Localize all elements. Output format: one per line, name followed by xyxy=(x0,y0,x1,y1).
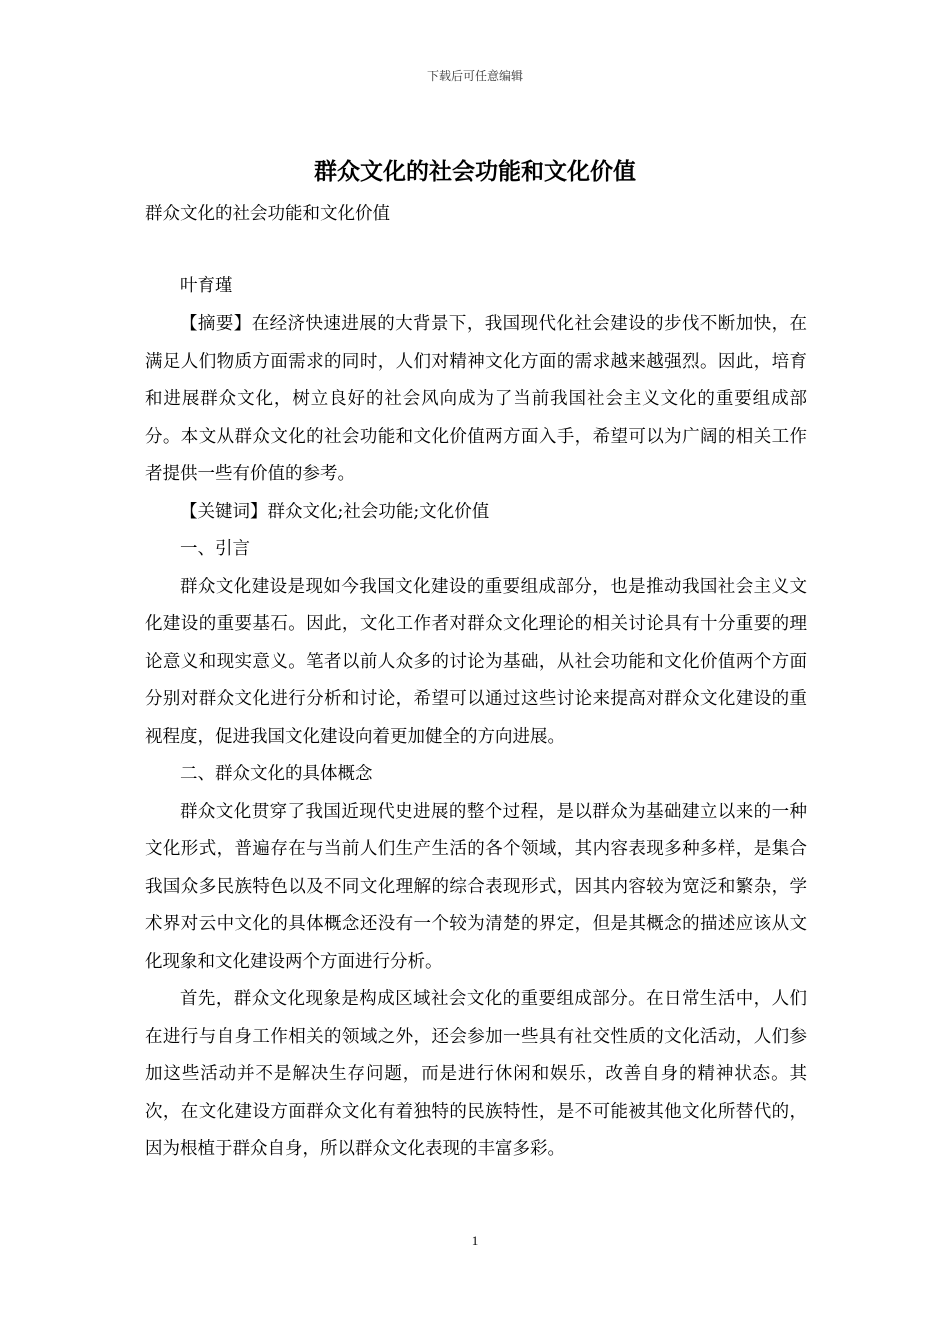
body-paragraph: 首先，群众文化现象是构成区域社会文化的重要组成部分。在日常生活中，人们在进行与自身工作相关的领域之外，还会参加一些具有社交性质的文化活动，人们参加这些活动并不是解决生存问题，而是进行休闲和娱乐，改善自身的精神状态。其次，在文化建设方面群众文化有着独特的民族特性，是不可能被其他文化所替代的，因为根植于群众自身，所以群众文化表现的丰富多彩。 xyxy=(145,989,807,1159)
keywords-paragraph: 【关键词】群众文化;社会功能;文化价值 xyxy=(180,501,490,522)
author-block xyxy=(145,268,807,306)
body-paragraph: 群众文化贯穿了我国近现代史进展的整个过程，是以群众为基础建立以来的一种文化形式，普遍存在与当前人们生产生活的各个领域，其内容表现多种多样，是集合我国众多民族特色以及不同文化理解的综合表现形式，因其内容较为宽泛和繁杂，学术界对云中文化的具体概念还没有一个较为清楚的界定，但是其概念的描述应该从文化现象和文化建设两个方面进行分析。 xyxy=(145,801,807,972)
page-header-note: 下载后可任意编辑 xyxy=(426,69,523,83)
document-body xyxy=(145,306,807,1169)
document-title: 群众文化的社会功能和文化价值 xyxy=(314,159,636,185)
section-heading-introduction: 一、引言 xyxy=(180,539,250,559)
body-paragraph: 群众文化建设是现如今我国文化建设的重要组成部分，也是推动我国社会主义文化建设的重要基石。因此，文化工作者对群众文化理论的相关讨论具有十分重要的理论意义和现实意义。笔者以前人众多的讨论为基础，从社会功能和文化价值两个方面分别对群众文化进行分析和讨论，希望可以通过这些讨论来提高对群众文化建设的重视程度，促进我国文化建设向着更加健全的方向进展。 xyxy=(145,576,807,747)
abstract-paragraph: 【摘要】在经济快速进展的大背景下，我国现代化社会建设的步伐不断加快，在满足人们物质方面需求的同时，人们对精神文化方面的需求越来越强烈。因此，培育和进展群众文化，树立良好的社会风向成为了当前我国社会主义文化的重要组成部分。本文从群众文化的社会功能和文化价值两方面入手，希望可以为广阔的相关工作者提供一些有价值的参考。 xyxy=(145,314,807,484)
section-heading-concept: 二、群众文化的具体概念 xyxy=(180,764,373,784)
author-name: 叶育瑾 xyxy=(180,276,233,296)
page-number: 1 xyxy=(471,1233,479,1248)
document-subtitle: 群众文化的社会功能和文化价值 xyxy=(145,204,390,224)
